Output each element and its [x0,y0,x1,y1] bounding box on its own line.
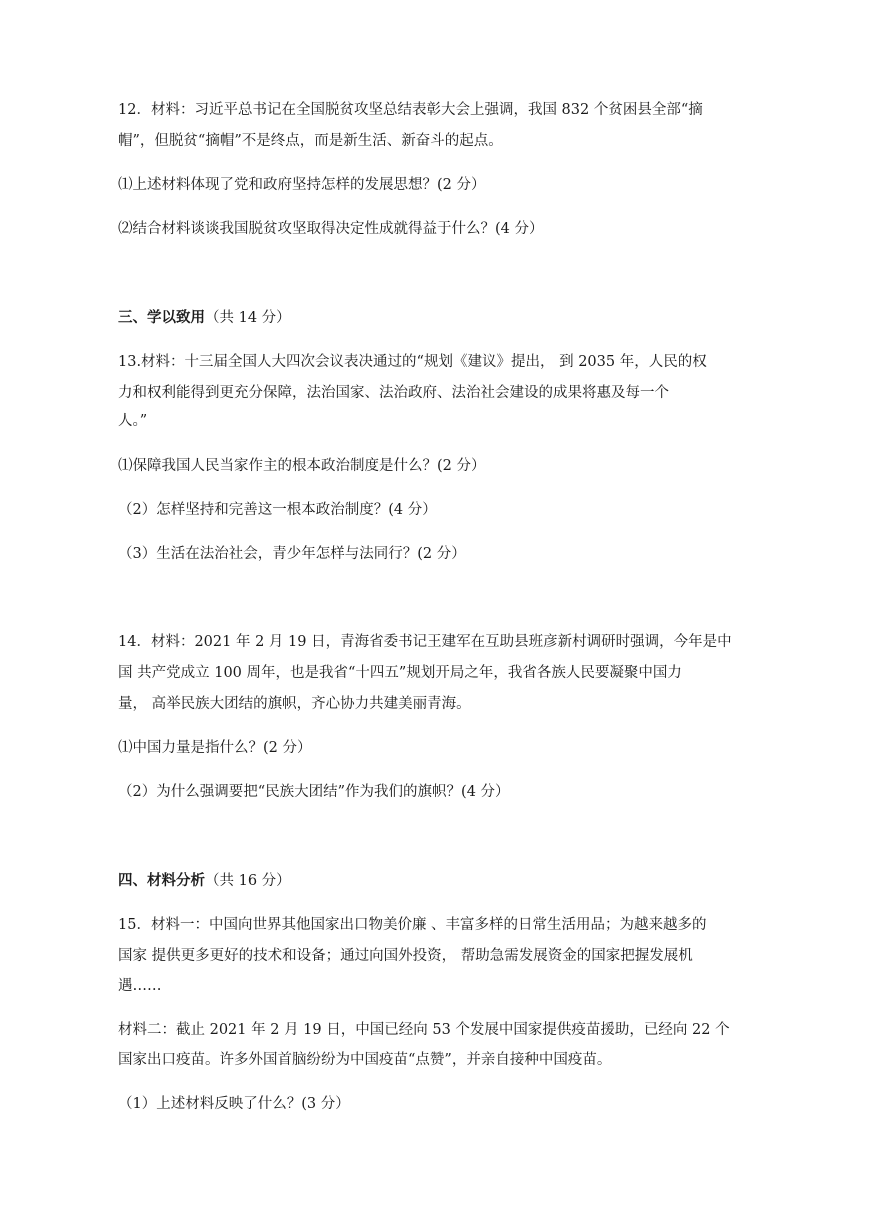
q14-line-2: 国 共产党成立 100 周年，也是我省“十四五”规划开局之年，我省各族人民要凝聚中国力 [118,665,682,681]
q15-material-2-line-1: 材料二：截止 2021 年 2 月 19 日，中国已经向 53 个发展中国家提供疫苗援助，已经向 22 个 [118,1022,730,1038]
q13-line-2: 力和权利能得到更充分保障，法治国家、法治政府、法治社会建设的成果将惠及每一个 [118,385,669,401]
q12-question-2: ⑵结合材料谈谈我国脱贫攻坚取得决定性成就得益于什么？(4 分） [118,221,544,237]
section-4-title: 四、材料分析 [118,872,205,889]
q13-line-1: 13.材料：十三届全国人大四次会议表决通过的“规划《建议》提出， 到 2035 年，人民的权 [118,354,707,370]
q14-question-2: （2）为什么强调要把“民族大团结”作为我们的旗帜？(4 分） [118,784,510,800]
q14-line-3: 量， 高举民族大团结的旗帜，齐心协力共建美丽青海。 [118,696,471,712]
q15-material-1-line-3: 遇…… [118,978,162,994]
q15-material-1-line-1: 15．材料一：中国向世界其他国家出口物美价廉 、丰富多样的日常生活用品；为越来越多的 [118,917,707,933]
q13-question-3: （3）生活在法治社会，青少年怎样与法同行？(2 分） [118,546,466,562]
q14-question-1: ⑴中国力量是指什么？(2 分） [118,740,312,756]
q15-material-2-line-2: 国家出口疫苗。许多外国首脑纷纷为中国疫苗“点赞”，并亲自接种中国疫苗。 [118,1052,612,1068]
q12-question-1: ⑴上述材料体现了党和政府坚持怎样的发展思想？(2 分） [118,177,486,193]
section-4-score: （共 16 分） [205,873,291,889]
q12-line-1: 12．材料：习近平总书记在全国脱贫攻坚总结表彰大会上强调，我国 832 个贫困县全部“摘 [118,102,703,118]
q12-line-2: 帽”，但脱贫“摘帽”不是终点，而是新生活、新奋斗的起点。 [118,133,503,149]
section-3-title: 三、学以致用 [118,309,205,326]
q13-line-3: 人。” [118,413,148,429]
section-3-score: （共 14 分） [205,310,291,326]
section-3-heading [118,308,758,328]
section-4-heading [118,871,758,891]
q13-question-1: ⑴保障我国人民当家作主的根本政治制度是什么？(2 分） [118,458,486,474]
q15-question-1: （1）上述材料反映了什么？(3 分） [118,1096,350,1112]
q13-question-2: （2）怎样坚持和完善这一根本政治制度？(4 分） [118,502,437,518]
q14-line-1: 14．材料：2021 年 2 月 19 日，青海省委书记王建军在互助县班彦新村调研时强调，今年是中 [118,634,732,650]
q15-material-1-line-2: 国家 提供更多更好的技术和设备；通过向国外投资， 帮助急需发展资金的国家把握发展机 [118,948,693,964]
